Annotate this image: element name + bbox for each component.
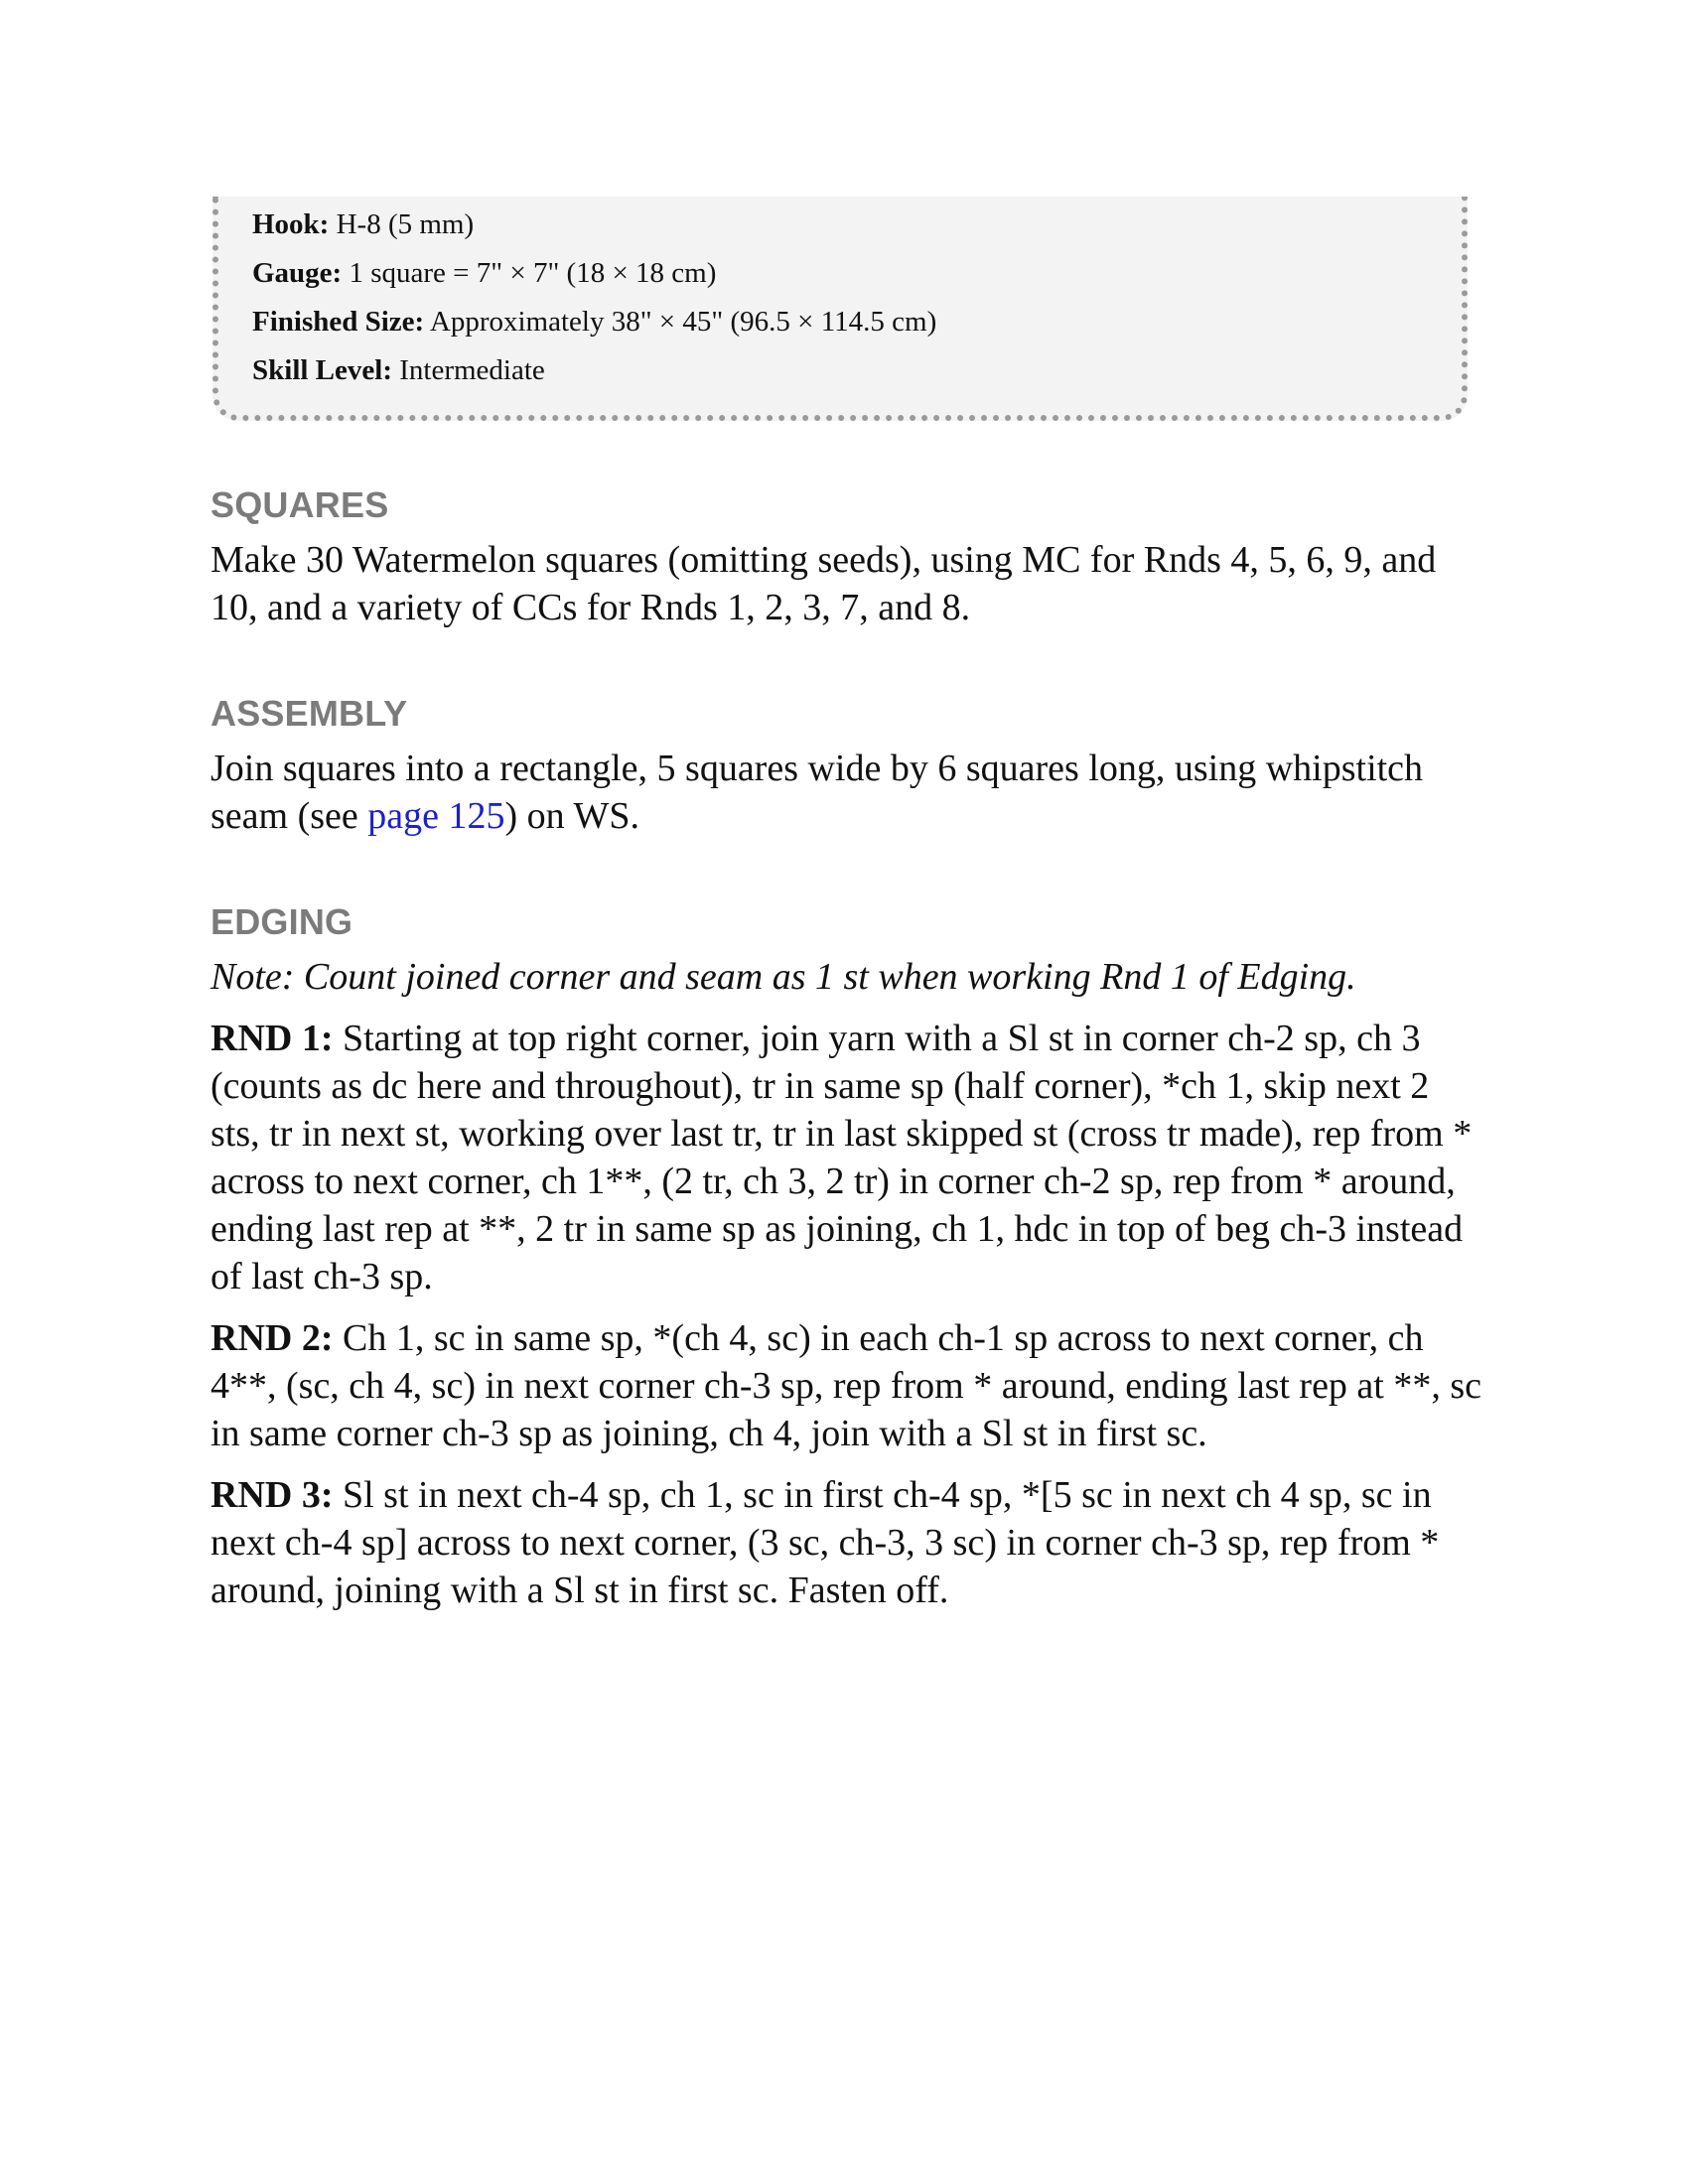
round-2-label: RND 2: — [211, 1317, 334, 1359]
gauge-line — [252, 249, 1462, 298]
assembly-text-start: Join squares into a rectangle, 5 squares wide by 6 squares long, using whipstitch seam (see — [211, 748, 1424, 837]
finished-size-value: Approximately 38" × 45" (96.5 × 114.5 cm) — [429, 306, 937, 338]
finished-size-label: Finished Size: — [252, 306, 425, 338]
round-3-instruction — [211, 1471, 1481, 1614]
squares-section — [211, 484, 1481, 631]
round-2-instruction — [211, 1314, 1481, 1457]
skill-level-value: Intermediate — [399, 354, 545, 386]
hook-label: Hook: — [252, 208, 330, 240]
gauge-label: Gauge: — [252, 257, 343, 289]
edging-heading: EDGING — [211, 901, 353, 942]
finished-size-line — [252, 298, 1462, 346]
squares-text: Make 30 Watermelon squares (omitting seeds), using MC for Rnds 4, 5, 6, 9, and 10, and a variety of CCs for Rnds 1, 2, 3, 7, and 8. — [211, 539, 1437, 628]
pattern-content — [211, 484, 1481, 1676]
gauge-value: 1 square = 7" × 7" (18 × 18 cm) — [349, 257, 717, 289]
edging-section — [211, 901, 1481, 1614]
hook-value: H-8 (5 mm) — [336, 208, 475, 240]
assembly-text — [211, 745, 1481, 840]
round-1-label: RND 1: — [211, 1018, 334, 1059]
round-3-label: RND 3: — [211, 1474, 334, 1516]
round-1-text: Starting at top right corner, join yarn with a Sl st in corner ch-2 sp, ch 3 (counts as dc here and throughout), tr in same sp (half corner), *ch 1, skip next 2 sts, tr in next st, working over last tr, tr in last skipped st (cross tr made), rep from * across to next corner, ch 1**, (2 tr, ch 3, 2 tr) in corner ch-2 sp, rep from * around, ending last rep at **, 2 tr in same sp as joining, ch 1, hdc in top of beg ch-3 instead of last ch-3 sp. — [211, 1018, 1473, 1297]
squares-heading: SQUARES — [211, 484, 389, 525]
round-3-text: Sl st in next ch-4 sp, ch 1, sc in first ch-4 sp, *[5 sc in next ch 4 sp, sc in next ch-4 sp] across to next corner, (3 sc, ch-3, 3 sc) in corner ch-3 sp, rep from * around, joining with a Sl st in first sc. Fasten off. — [211, 1474, 1440, 1611]
round-1-instruction — [211, 1015, 1481, 1300]
skill-level-label: Skill Level: — [252, 354, 392, 386]
assembly-heading: ASSEMBLY — [211, 693, 408, 734]
hook-line — [252, 201, 1462, 249]
round-2-text: Ch 1, sc in same sp, *(ch 4, sc) in each ch-1 sp across to next corner, ch 4**, (sc, ch 4, sc) in next corner ch-3 sp, rep from * around, ending last rep at **, sc in same corner ch-3 sp as joining, ch 4, join with a Sl st in first sc. — [211, 1317, 1482, 1454]
assembly-text-end: ) on WS. — [504, 795, 639, 837]
materials-info-box — [212, 197, 1468, 421]
edging-note: Note: Count joined corner and seam as 1 st when working Rnd 1 of Edging. — [211, 956, 1356, 998]
page-125-link[interactable]: page 125 — [367, 795, 505, 837]
assembly-section — [211, 693, 1481, 840]
skill-level-line — [252, 346, 1462, 395]
